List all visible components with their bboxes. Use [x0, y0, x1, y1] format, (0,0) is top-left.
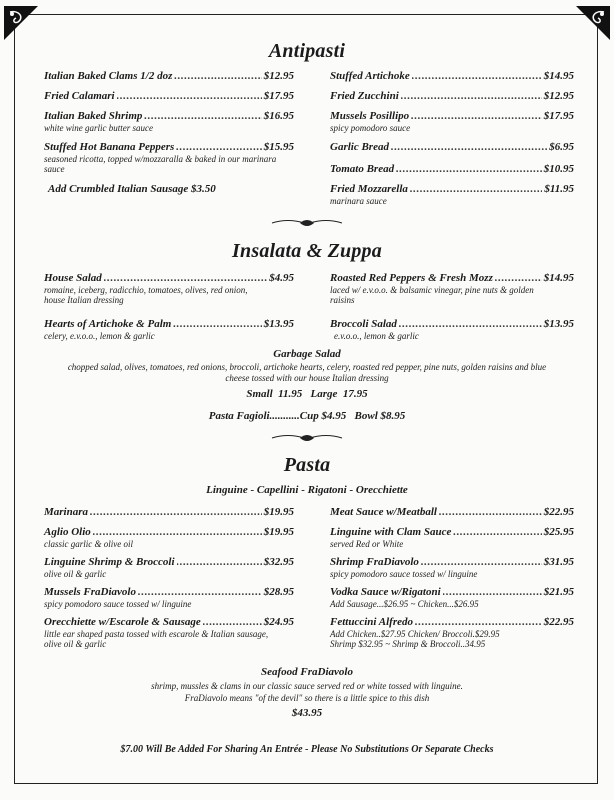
item-price: $4.95 [269, 272, 294, 284]
item-name: Fettuccini Alfredo [330, 616, 414, 628]
item-price: $22.95 [543, 616, 574, 628]
item-price: $13.95 [543, 318, 574, 330]
addon-note: Add Crumbled Italian Sausage $3.50 [48, 183, 216, 195]
menu-item [44, 526, 294, 556]
menu-item [330, 616, 574, 656]
menu-item [330, 183, 574, 207]
item-price: $19.95 [263, 506, 294, 518]
menu-item [330, 526, 574, 556]
menu-item [330, 556, 574, 586]
item-description: laced w/ e.v.o.o. & balsamic vinegar, pine nuts & golden raisins [330, 285, 534, 305]
garbage-salad-description: chopped salad, olives, tomatoes, red onions, broccoli, artichoke hearts, celery, roasted red pepper, pine nuts, golden raisins and blue [67, 362, 547, 372]
corner-ornament-icon [574, 4, 612, 42]
menu-item [44, 506, 294, 526]
insalata-right-column [330, 272, 574, 342]
item-name: Mussels Posillipo [330, 110, 410, 122]
item-price: $17.95 [263, 90, 294, 102]
item-name: Stuffed Hot Banana Peppers [44, 141, 175, 153]
item-name: Orecchiette w/Escarole & Sausage [44, 616, 201, 628]
menu-item [330, 272, 574, 318]
item-description: little ear shaped pasta tossed with escarole & Italian sausage, olive oil & garlic [44, 629, 269, 649]
section-title-insalata: Insalata & Zuppa [232, 240, 382, 262]
pasta-left-column [44, 506, 294, 656]
item-description: spicy pomodoro sauce [330, 123, 411, 133]
antipasti-left-column [44, 70, 294, 196]
item-name: House Salad [44, 272, 102, 284]
section-title-pasta: Pasta [283, 454, 331, 476]
item-price: $28.95 [263, 586, 294, 598]
item-name: Mussels FraDiavolo [44, 586, 136, 598]
pasta-fagioli: Pasta Fagioli...........Cup $4.95 Bowl $8.95 [208, 410, 406, 422]
item-name: Linguine with Clam Sauce [330, 526, 452, 538]
seafood-fradiavolo-price: $43.95 [291, 707, 323, 719]
item-price: $22.95 [543, 506, 574, 518]
pasta-right-column [330, 506, 574, 656]
menu-item [44, 586, 294, 616]
menu-item [330, 586, 574, 616]
item-name: Tomato Bread [330, 163, 395, 175]
item-description: romaine, iceberg, radicchio, tomatoes, olives, red onion, house Italian dressing [44, 285, 248, 305]
item-name: Marinara [44, 506, 89, 518]
item-name: Italian Baked Shrimp [44, 110, 143, 122]
item-price: $24.95 [263, 616, 294, 628]
menu-item [44, 141, 294, 183]
item-price: $31.95 [543, 556, 574, 568]
item-name: Roasted Red Peppers & Fresh Mozz [330, 272, 493, 284]
garbage-salad-title: Garbage Salad [273, 348, 341, 360]
item-name: Shrimp FraDiavolo [330, 556, 419, 568]
menu-item [330, 318, 574, 342]
footer-note: $7.00 Will Be Added For Sharing An Entrée - Please No Substitutions Or Separate Checks [120, 744, 494, 755]
menu-item [330, 163, 574, 183]
item-price: $14.95 [543, 272, 574, 284]
menu-item [44, 272, 294, 318]
item-price: $13.95 [263, 318, 294, 330]
item-price: $10.95 [543, 163, 574, 175]
corner-ornament-icon [2, 4, 40, 42]
item-description: Add Sausage...$26.95 ~ Chicken...$26.95 [330, 599, 479, 609]
seafood-fradiavolo-description: shrimp, mussles & clams in our classic sauce served red or white tossed with linguine. [151, 681, 463, 691]
item-description: classic garlic & olive oil [44, 539, 133, 549]
item-description: celery, e.v.o.o., lemon & garlic [44, 331, 155, 341]
menu-item [44, 616, 294, 656]
flourish-divider-icon [270, 217, 344, 229]
flourish-divider-icon [270, 432, 344, 444]
menu-item [330, 110, 574, 141]
item-description: marinara sauce [330, 196, 387, 206]
item-name: Linguine Shrimp & Broccoli [44, 556, 175, 568]
item-price: $16.95 [263, 110, 294, 122]
item-price: $19.95 [263, 526, 294, 538]
menu-item [330, 141, 574, 163]
item-name: Fried Zucchini [330, 90, 399, 102]
item-name: Hearts of Artichoke & Palm [44, 318, 172, 330]
item-name: Aglio Olio [44, 526, 91, 538]
item-price: $6.95 [549, 141, 574, 153]
item-description: olive oil & garlic [44, 569, 107, 579]
item-name: Italian Baked Clams 1/2 doz [44, 70, 173, 82]
menu-item [330, 70, 574, 90]
item-description: spicy pomodoro sauce tossed w/ linguine [330, 569, 478, 579]
item-price: $25.95 [543, 526, 574, 538]
seafood-fradiavolo-description: FraDiavolo means "of the devil" so there is a little spice to this dish [184, 693, 430, 703]
item-price: $12.95 [263, 70, 294, 82]
item-price: $17.95 [543, 110, 574, 122]
menu-item [44, 110, 294, 141]
seafood-fradiavolo-title: Seafood FraDiavolo [261, 666, 353, 678]
garbage-salad-description: cheese tossed with our house Italian dressing [225, 373, 389, 383]
item-name: Vodka Sauce w/Rigatoni [330, 586, 441, 598]
item-description: white wine garlic butter sauce [44, 123, 153, 133]
item-name: Meat Sauce w/Meatball [330, 506, 437, 518]
item-price: $12.95 [543, 90, 574, 102]
section-title-antipasti: Antipasti [268, 40, 346, 62]
menu-item [44, 318, 294, 342]
item-price: $14.95 [543, 70, 574, 82]
item-description: spicy pomodoro sauce tossed w/ linguine [44, 599, 192, 609]
item-name: Broccoli Salad [330, 318, 397, 330]
item-name: Fried Mozzarella [330, 183, 408, 195]
item-description: seasoned ricotta, topped w/mozzaralla & baked in our marinara sauce [44, 154, 277, 174]
menu-item [44, 90, 294, 110]
menu-item [44, 70, 294, 90]
item-name: Garlic Bread [330, 141, 389, 153]
insalata-left-column [44, 272, 294, 342]
menu-item [330, 90, 574, 110]
item-price: $21.95 [543, 586, 574, 598]
antipasti-right-column [330, 70, 574, 207]
item-name: Stuffed Artichoke [330, 70, 410, 82]
menu-item [330, 506, 574, 526]
item-price: $11.95 [544, 183, 574, 195]
item-price: $32.95 [263, 556, 294, 568]
item-name: Fried Calamari [44, 90, 115, 102]
pasta-shapes: Linguine - Capellini - Rigatoni - Orecchiette [206, 484, 408, 496]
garbage-salad-sizes: Small 11.95 Large 17.95 [246, 388, 368, 400]
item-description: Add Chicken..$27.95 Chicken/ Broccoli.$29.95 Shrimp $32.95 ~ Shrimp & Broccoli..34.95 [330, 629, 500, 649]
item-price: $15.95 [263, 141, 294, 153]
menu-item [44, 556, 294, 586]
item-description: e.v.o.o., lemon & garlic [334, 331, 419, 341]
item-description: served Red or White [330, 539, 404, 549]
